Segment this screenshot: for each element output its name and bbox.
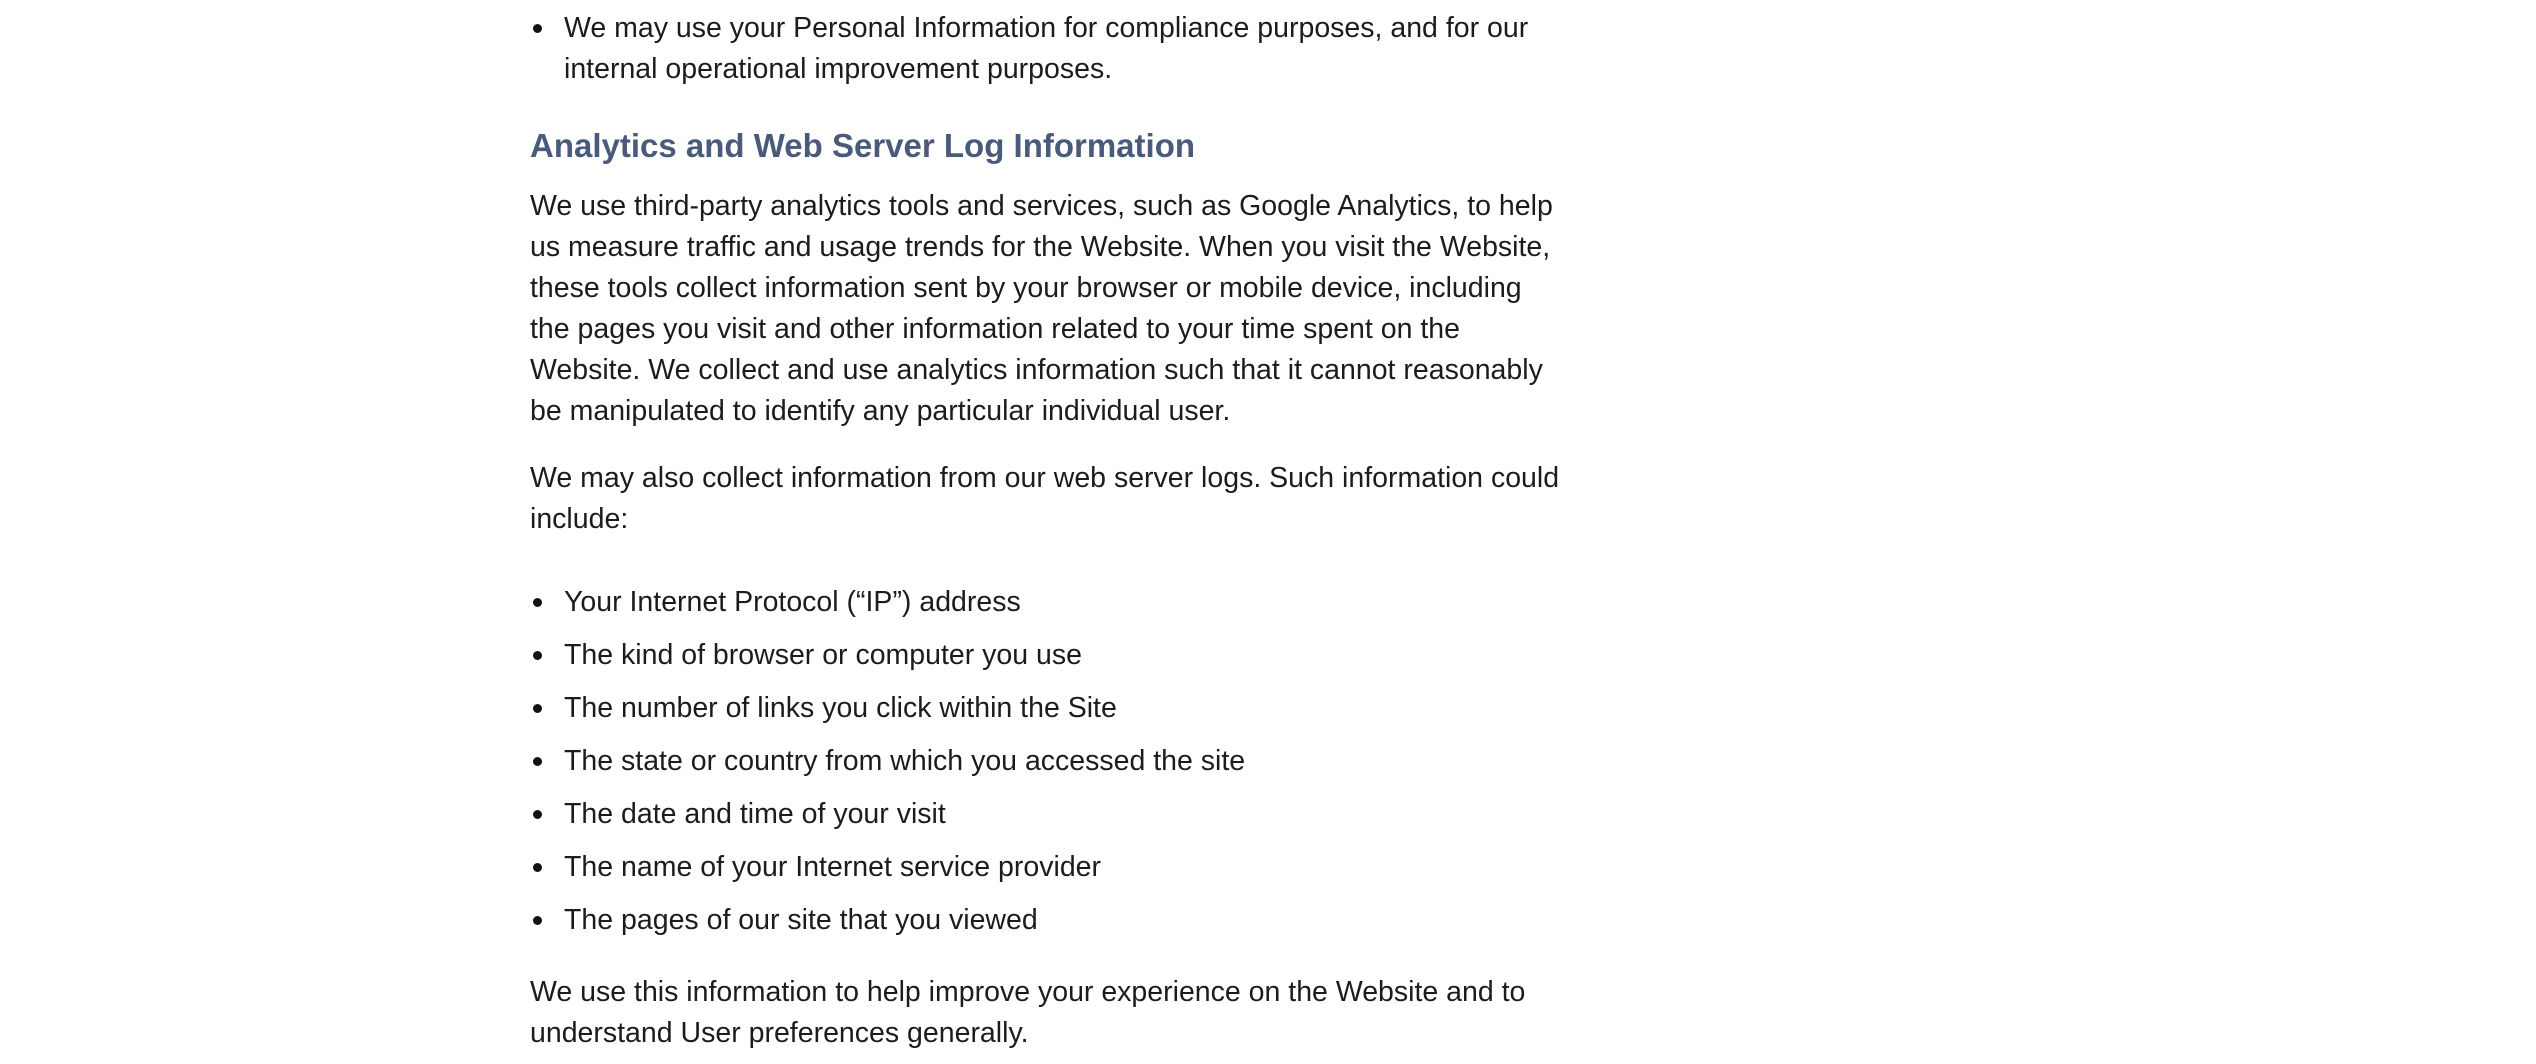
analytics-paragraph: We use third-party analytics tools and services, such as Google Analytics, to help us measure traffic and usage trends for the Website. When you visit the Website, these tools collect information sent by your browser or mobile device, including the pages you visit and other information related to your time spent on the Website. We collect and use analytics information such that it cannot reasonably be manipulated to identify any particular individual user. bbox=[530, 190, 1553, 427]
list-item: The number of links you click within the Site bbox=[530, 688, 1245, 729]
list-item: Your Internet Protocol (“IP”) address bbox=[530, 582, 1245, 623]
section-heading: Analytics and Web Server Log Information bbox=[530, 127, 1196, 164]
server-log-list bbox=[530, 582, 1245, 953]
list-item: The state or country from which you accessed the site bbox=[530, 741, 1245, 782]
list-item: We may use your Personal Information for compliance purposes, and for our internal operational improvement purposes. bbox=[530, 8, 1560, 90]
compliance-list bbox=[530, 8, 1560, 90]
usage-paragraph: We use this information to help improve your experience on the Website and to understand User preferences generally. bbox=[530, 976, 1526, 1049]
server-log-paragraph: We may also collect information from our web server logs. Such information could include: bbox=[530, 462, 1560, 535]
list-item: The pages of our site that you viewed bbox=[530, 900, 1245, 941]
list-item: The name of your Internet service provider bbox=[530, 847, 1245, 888]
list-item: The date and time of your visit bbox=[530, 794, 1245, 835]
list-item: The kind of browser or computer you use bbox=[530, 635, 1245, 676]
